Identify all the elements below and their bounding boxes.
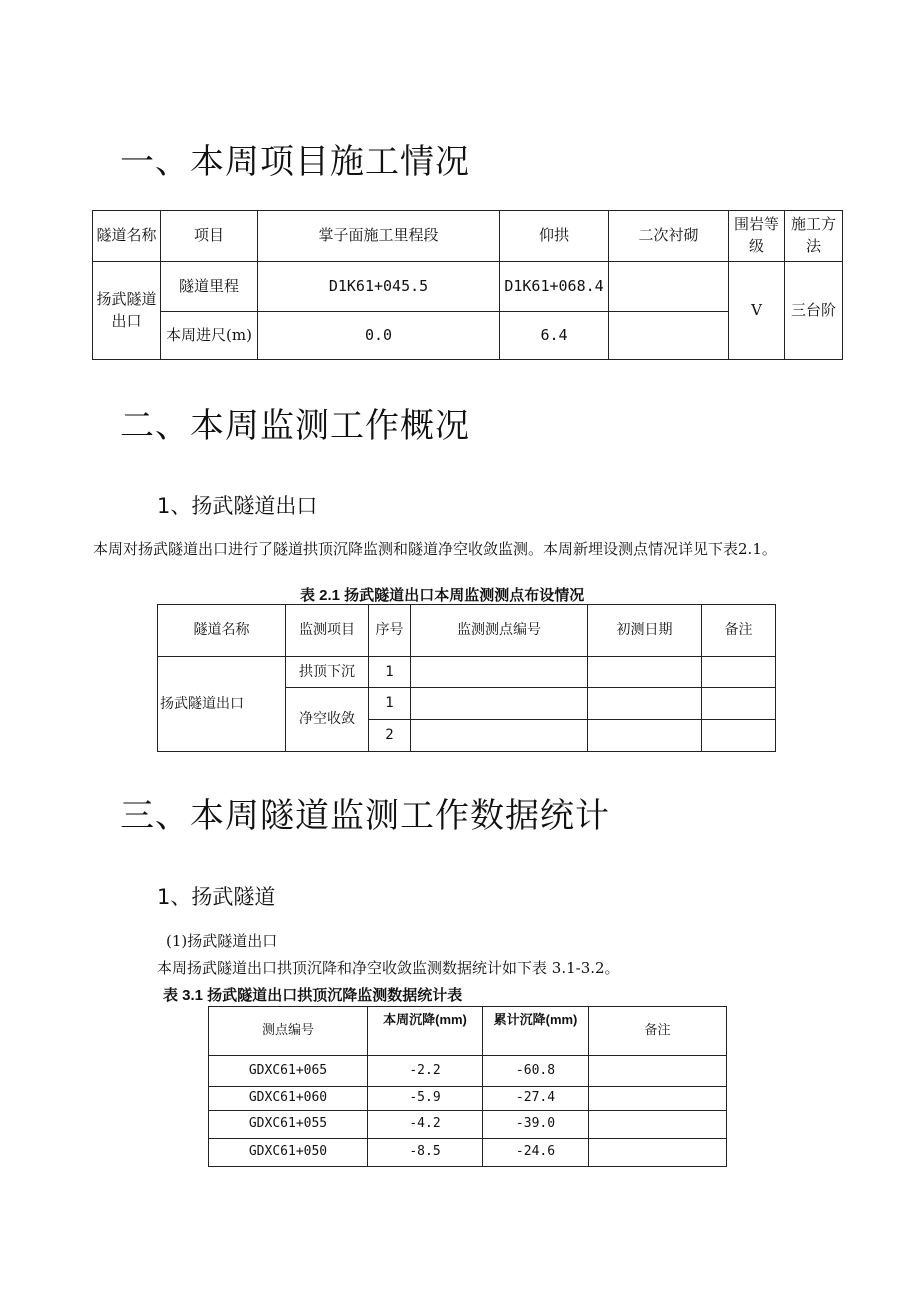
header-cell: 隧道名称 <box>158 605 286 657</box>
initial-date-cell <box>588 720 702 752</box>
total-settlement-cell: -60.8 <box>483 1056 589 1087</box>
header-cell: 隧道名称 <box>93 211 161 262</box>
header-cell: 监测项目 <box>286 605 369 657</box>
header-cell: 仰拱 <box>500 211 609 262</box>
note-cell <box>589 1087 727 1111</box>
crown-settlement-table <box>208 1006 727 1167</box>
note-cell <box>589 1056 727 1087</box>
header-cell: 累计沉降(mm) <box>483 1007 589 1056</box>
header-cell: 项目 <box>161 211 258 262</box>
weekly-settlement-cell: -4.2 <box>368 1111 483 1139</box>
seq-cell: 1 <box>369 688 411 720</box>
total-settlement-cell: -27.4 <box>483 1087 589 1111</box>
section-2-paragraph: 本周对扬武隧道出口进行了隧道拱顶沉降监测和隧道净空收敛监测。本周新埋设测点情况详见下表2.1。 <box>93 540 777 558</box>
subsection-heading: 1、扬武隧道 <box>157 885 276 909</box>
row-label-cell: 隧道里程 <box>161 262 258 312</box>
table-row <box>209 1139 727 1167</box>
header-cell: 备注 <box>702 605 776 657</box>
construction-method-cell: 三台阶 <box>785 262 843 360</box>
weekly-settlement-cell: -2.2 <box>368 1056 483 1087</box>
table-header-row <box>158 605 776 657</box>
invert-chainage-cell: D1K61+068.4 <box>500 262 609 312</box>
header-cell: 监测测点编号 <box>411 605 588 657</box>
header-cell: 初测日期 <box>588 605 702 657</box>
point-code-cell: GDXC61+055 <box>209 1111 368 1139</box>
weekly-settlement-cell: -8.5 <box>368 1139 483 1167</box>
note-cell <box>702 720 776 752</box>
point-code-cell: GDXC61+065 <box>209 1056 368 1087</box>
header-cell: 本周沉降(mm) <box>368 1007 483 1056</box>
table-header-row <box>93 211 843 262</box>
monitoring-item-cell: 净空收敛 <box>286 688 369 752</box>
tunnel-name-cell: 扬武隧道出口 <box>93 262 161 360</box>
total-settlement-cell: -24.6 <box>483 1139 589 1167</box>
header-cell: 备注 <box>589 1007 727 1056</box>
construction-status-table <box>92 210 843 360</box>
table-row <box>209 1056 727 1087</box>
lining-cell <box>609 312 729 360</box>
note-cell <box>702 688 776 720</box>
section-1-heading: 一、本周项目施工情况 <box>120 142 470 182</box>
subsection-heading: 1、扬武隧道出口 <box>157 494 318 518</box>
section-3-heading: 三、本周隧道监测工作数据统计 <box>120 796 610 836</box>
table-3-1-caption: 表 3.1 扬武隧道出口拱顶沉降监测数据统计表 <box>163 987 463 1004</box>
header-cell: 掌子面施工里程段 <box>258 211 500 262</box>
table-2-1-caption: 表 2.1 扬武隧道出口本周监测测点布设情况 <box>300 587 585 604</box>
header-cell: 二次衬砌 <box>609 211 729 262</box>
point-code-cell <box>411 688 588 720</box>
header-cell: 围岩等级 <box>729 211 785 262</box>
section-2-heading: 二、本周监测工作概况 <box>120 406 470 446</box>
point-code-cell <box>411 720 588 752</box>
monitoring-points-table <box>157 604 776 752</box>
lining-cell <box>609 262 729 312</box>
point-code-cell <box>411 657 588 688</box>
point-code-cell: GDXC61+060 <box>209 1087 368 1111</box>
face-progress-cell: 0.0 <box>258 312 500 360</box>
table-row <box>158 657 776 688</box>
total-settlement-cell: -39.0 <box>483 1111 589 1139</box>
monitoring-item-cell: 拱顶下沉 <box>286 657 369 688</box>
table-row <box>209 1111 727 1139</box>
section-3-paragraph: 本周扬武隧道出口拱顶沉降和净空收敛监测数据统计如下表 3.1-3.2。 <box>157 959 620 977</box>
seq-cell: 2 <box>369 720 411 752</box>
sub-subsection-heading: (1)扬武隧道出口 <box>166 932 278 950</box>
row-label-cell: 本周进尺(m) <box>161 312 258 360</box>
header-cell: 施工方法 <box>785 211 843 262</box>
table-row <box>209 1087 727 1111</box>
invert-progress-cell: 6.4 <box>500 312 609 360</box>
initial-date-cell <box>588 657 702 688</box>
note-cell <box>589 1139 727 1167</box>
initial-date-cell <box>588 688 702 720</box>
seq-cell: 1 <box>369 657 411 688</box>
note-cell <box>589 1111 727 1139</box>
tunnel-name-cell: 扬武隧道出口 <box>158 657 286 752</box>
table-row <box>93 262 843 312</box>
header-cell: 测点编号 <box>209 1007 368 1056</box>
table-header-row <box>209 1007 727 1056</box>
note-cell <box>702 657 776 688</box>
face-chainage-cell: D1K61+045.5 <box>258 262 500 312</box>
rock-grade-cell: V <box>729 262 785 360</box>
weekly-settlement-cell: -5.9 <box>368 1087 483 1111</box>
header-cell: 序号 <box>369 605 411 657</box>
point-code-cell: GDXC61+050 <box>209 1139 368 1167</box>
